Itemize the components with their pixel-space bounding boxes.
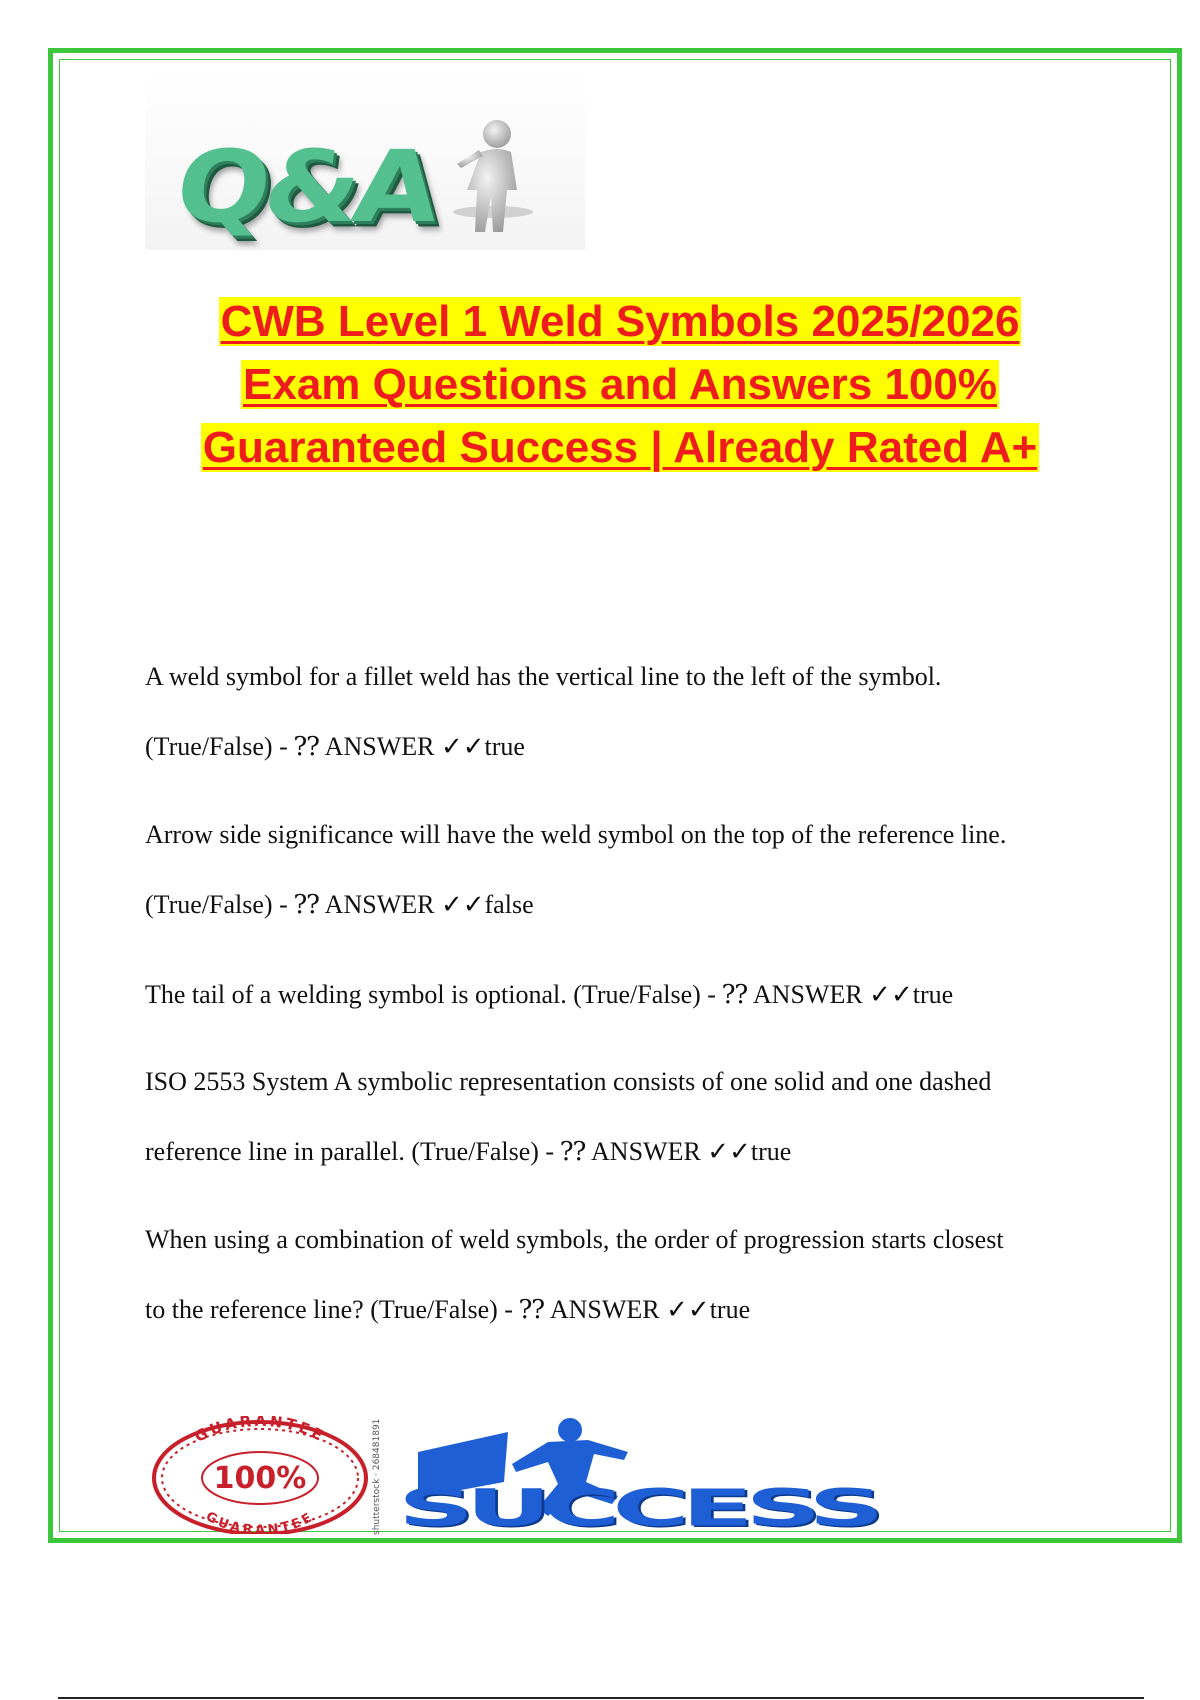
- question-5-line-2: to the reference line? (True/False) - ⁇ ANSWER ✓✓true: [145, 1295, 751, 1324]
- question-4-line-2: reference line in parallel. (True/False) - ⁇ ANSWER ✓✓true: [145, 1137, 792, 1166]
- person-leaning-icon: [145, 72, 585, 250]
- qa-logo: [145, 72, 585, 250]
- question-2-line-2: (True/False) - ⁇ ANSWER ✓✓false: [145, 890, 534, 919]
- question-5: [145, 1205, 1095, 1345]
- svg-text:GUARANTEE: [203, 1509, 317, 1534]
- title-line-2: Exam Questions and Answers 100%: [243, 360, 997, 409]
- success-graphic: [398, 1412, 1098, 1540]
- seal-bottom-text: GUARANTEE: [202, 1509, 317, 1534]
- footer-divider: [58, 1697, 1144, 1699]
- question-3-line-1: The tail of a welding symbol is optional. (True/False) - ⁇ ANSWER ✓✓true: [145, 980, 954, 1009]
- question-2-line-1: Arrow side significance will have the weld symbol on the top of the reference line.: [145, 820, 1007, 849]
- question-1-line-2: (True/False) - ⁇ ANSWER ✓✓true: [145, 732, 525, 761]
- question-1-line-1: A weld symbol for a fillet weld has the vertical line to the left of the symbol.: [145, 662, 942, 691]
- title-line-3: Guaranteed Success | Already Rated A+: [202, 423, 1038, 472]
- image-watermark: shutterstock · 268481891: [372, 1418, 382, 1536]
- svg-text:GUARANTEE: [192, 1416, 329, 1446]
- question-1: [145, 642, 1095, 782]
- success-text: SUCCESS: [398, 1479, 877, 1538]
- question-5-line-1: When using a combination of weld symbols, the order of progression starts closest: [145, 1225, 1004, 1254]
- title-line-1: CWB Level 1 Weld Symbols 2025/2026: [220, 297, 1020, 346]
- question-2: [145, 800, 1095, 940]
- question-3: [145, 960, 1095, 1030]
- document-title: [80, 290, 1160, 479]
- question-4: [145, 1047, 1095, 1187]
- seal-top-text: GUARANTEE: [191, 1416, 329, 1446]
- qa-logo-text: Q&A: [168, 129, 442, 245]
- question-4-line-1: ISO 2553 System A symbolic representation consists of one solid and one dashed: [145, 1067, 992, 1096]
- guarantee-seal: [148, 1416, 370, 1534]
- seal-center-text: 100%: [213, 1461, 307, 1496]
- guarantee-seal-icon: [148, 1416, 370, 1534]
